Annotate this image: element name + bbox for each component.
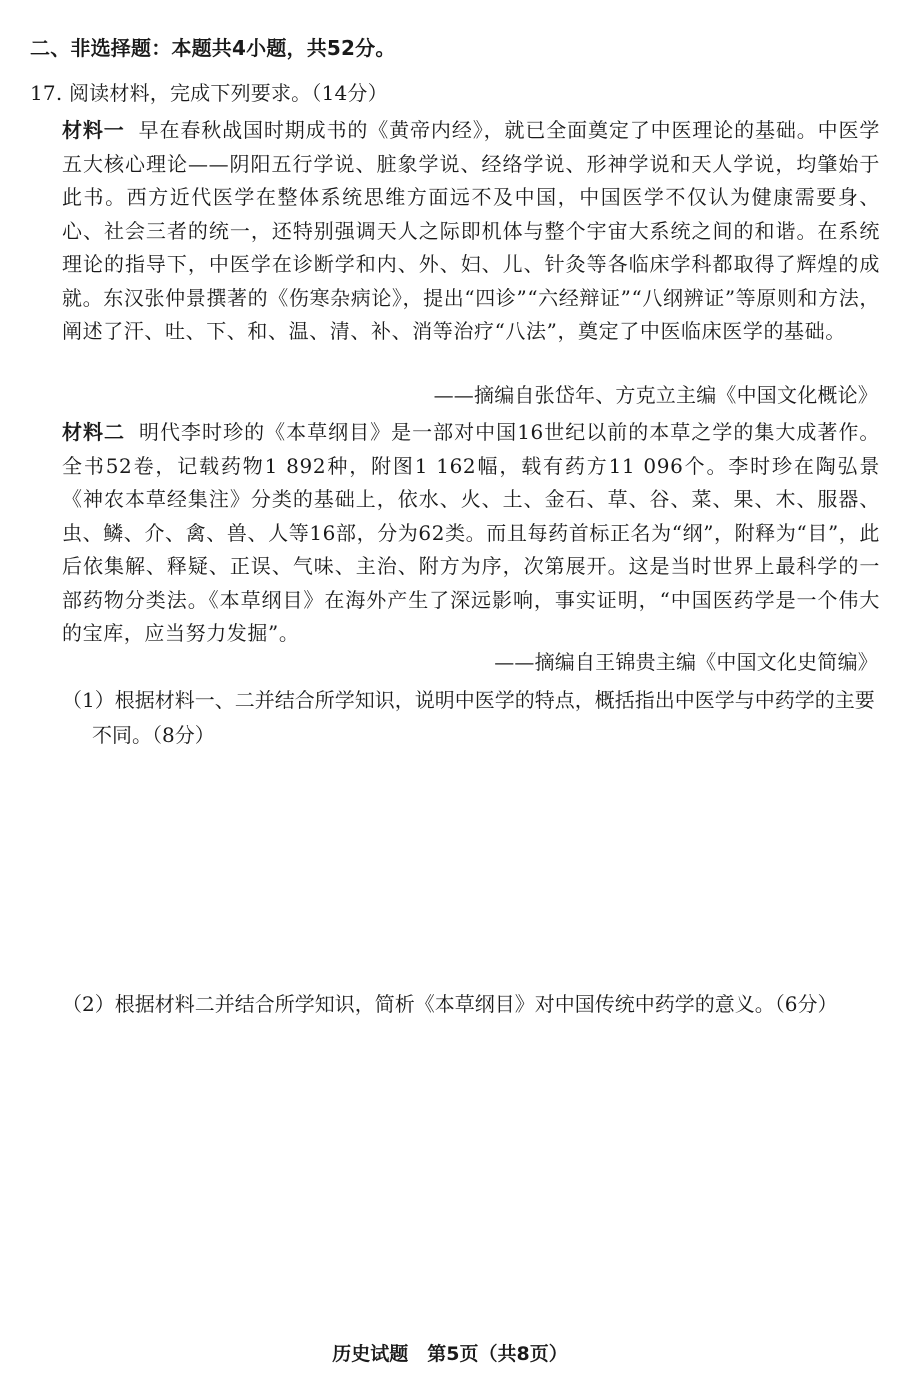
- sub-question-1-text: （1）根据材料一、二并结合所学知识，说明中医学的特点，概括指出中医学与中药学的主要: [62, 688, 875, 712]
- material-one-label: 材料一: [62, 118, 125, 142]
- material-one-text: 早在春秋战国时期成书的《黄帝内经》，就已全面奠定了中医理论的基础。中医学五大核心理论——阴阳五行学说、脏象学说、经络学说、形神学说和天人学说，均肇始于此书。西方近代医学在整体系统思维方面远不及中国，中国医学不仅认为健康需要身、心、社会三者的统一，还特别强调天人之际即机体与整个宇宙大系统之间的和谐。在系统理论的指导下，中医学在诊断学和内、外、妇、儿、针灸等各临床学科都取得了辉煌的成就。东汉张仲景撰著的《伤寒杂病论》，提出“四诊”“六经辩证”“八纲辨证”等原则和方法，阐述了汗、吐、下、和、温、清、补、消等治疗“八法”，奠定了中医临床医学的基础。: [62, 118, 880, 343]
- material-two-label: 材料二: [62, 420, 126, 444]
- section-heading: 二、非选择题：本题共4小题，共52分。: [30, 36, 396, 60]
- sub-question-1-continuation: 不同。（8分）: [92, 723, 215, 747]
- sub-question-1: [62, 683, 882, 753]
- material-one: [62, 114, 880, 349]
- material-one-source: ——摘编自张岱年、方克立主编《中国文化概论》: [433, 383, 878, 407]
- sub-question-2: [62, 987, 882, 1022]
- material-two: [62, 416, 880, 651]
- material-two-text: 明代李时珍的《本草纲目》是一部对中国16世纪以前的本草之学的集大成著作。全书52卷，记载药物1 892种，附图1 162幅，载有药方11 096个。李时珍在陶弘景《神农本草经集注》分类的基础上，依水、火、土、金石、草、谷、菜、果、木、服器、虫、鳞、介、禽、兽、人等16部，分为62类。而且每药首标正名为“纲”，附释为“目”，此后依集解、释疑、正误、气味、主治、附方为序，次第展开。这是当时世界上最科学的一部药物分类法。《本草纲目》在海外产生了深远影响，事实证明，“中国医药学是一个伟大的宝库，应当努力发掘”。: [62, 420, 880, 645]
- sub-question-2-text: （2）根据材料二并结合所学知识，简析《本草纲目》对中国传统中药学的意义。（6分）: [62, 992, 838, 1016]
- question-title: 17. 阅读材料，完成下列要求。（14分）: [30, 81, 388, 105]
- page-footer: 历史试题 第5页（共8页）: [332, 1343, 568, 1365]
- material-two-source: ——摘编自王锦贵主编《中国文化史简编》: [494, 650, 878, 674]
